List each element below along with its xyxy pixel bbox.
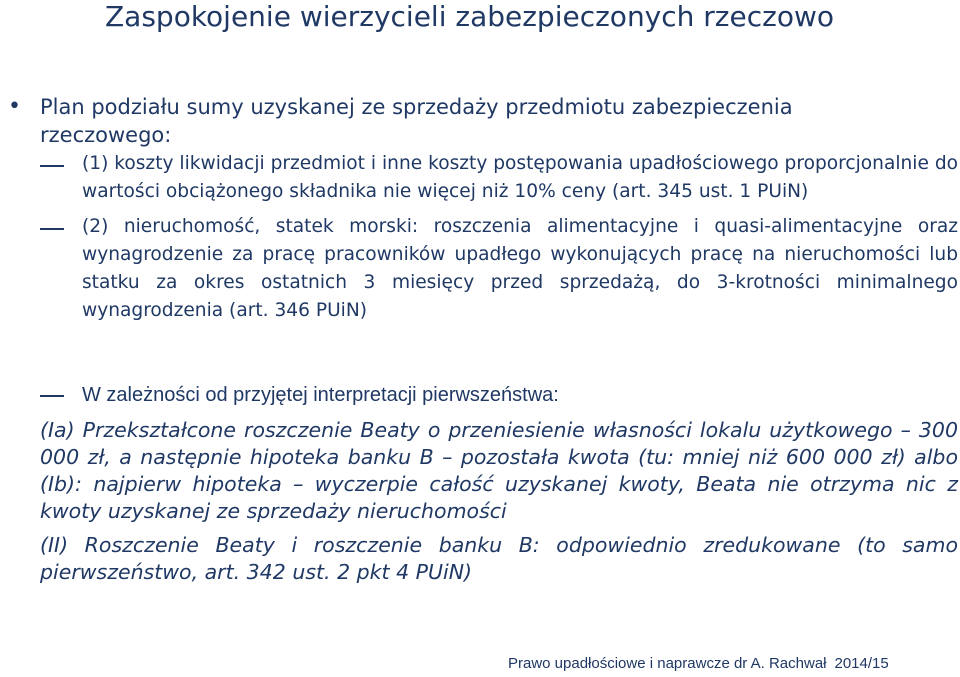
sub-point-1: (1) koszty likwidacji przedmiot i inne koszty postępowania upadłościowego proporcjonalnie do wartości obciążonego składnika nie więcej niż 10% ceny (art. 345 ust. 1 PUiN) — [82, 153, 958, 202]
interpretation-ii: (II) Roszczenie Beaty i roszczenie banku B: odpowiednio zredukowane (to samo pierwszeństwo, art. 342 ust. 2 pkt 4 PUiN) — [40, 533, 958, 584]
dash-icon — [40, 395, 64, 397]
footer — [508, 654, 889, 674]
dash-icon — [40, 165, 64, 167]
footer-year: 2014/15 — [834, 655, 889, 672]
main-point: Plan podziału sumy uzyskanej ze sprzedaży przedmiotu zabezpieczenia rzeczowego: — [40, 95, 793, 147]
bullet-dot-icon: • — [8, 94, 21, 119]
footer-text: Prawo upadłościowe i naprawcze dr A. Rachwał — [508, 655, 827, 672]
sub-point-2: (2) nieruchomość, statek morski: roszczenia alimentacyjne i quasi-alimentacyjne oraz wynagrodzenie za pracę pracowników upadłego wykonujących pracę na nieruchomości lub statku za okres ostatnich 3 miesięcy przed sprzedażą, do 3-krotności minimalnego wynagrodzenia (art. 346 PUiN) — [82, 216, 958, 321]
interpretation-ia-ib: (Ia) Przekształcone roszczenie Beaty o przeniesienie własności lokalu użytkowego – 300 000 zł, a następnie hipoteka banku B – pozostała kwota (tu: mniej niż 600 000 zł) albo (Ib): najpierw hipoteka – wyczerpie całość uzyskanej kwoty, Beata nie otrzyma nic z kwoty uzyskanej ze sprzedaży nieruchomości — [40, 418, 958, 523]
sub-point-3: W zależności od przyjętej interpretacji pierwszeństwa: — [82, 384, 559, 406]
slide-title: Zaspokojenie wierzycieli zabezpieczonych rzeczowo — [105, 0, 834, 33]
dash-icon — [40, 228, 64, 230]
